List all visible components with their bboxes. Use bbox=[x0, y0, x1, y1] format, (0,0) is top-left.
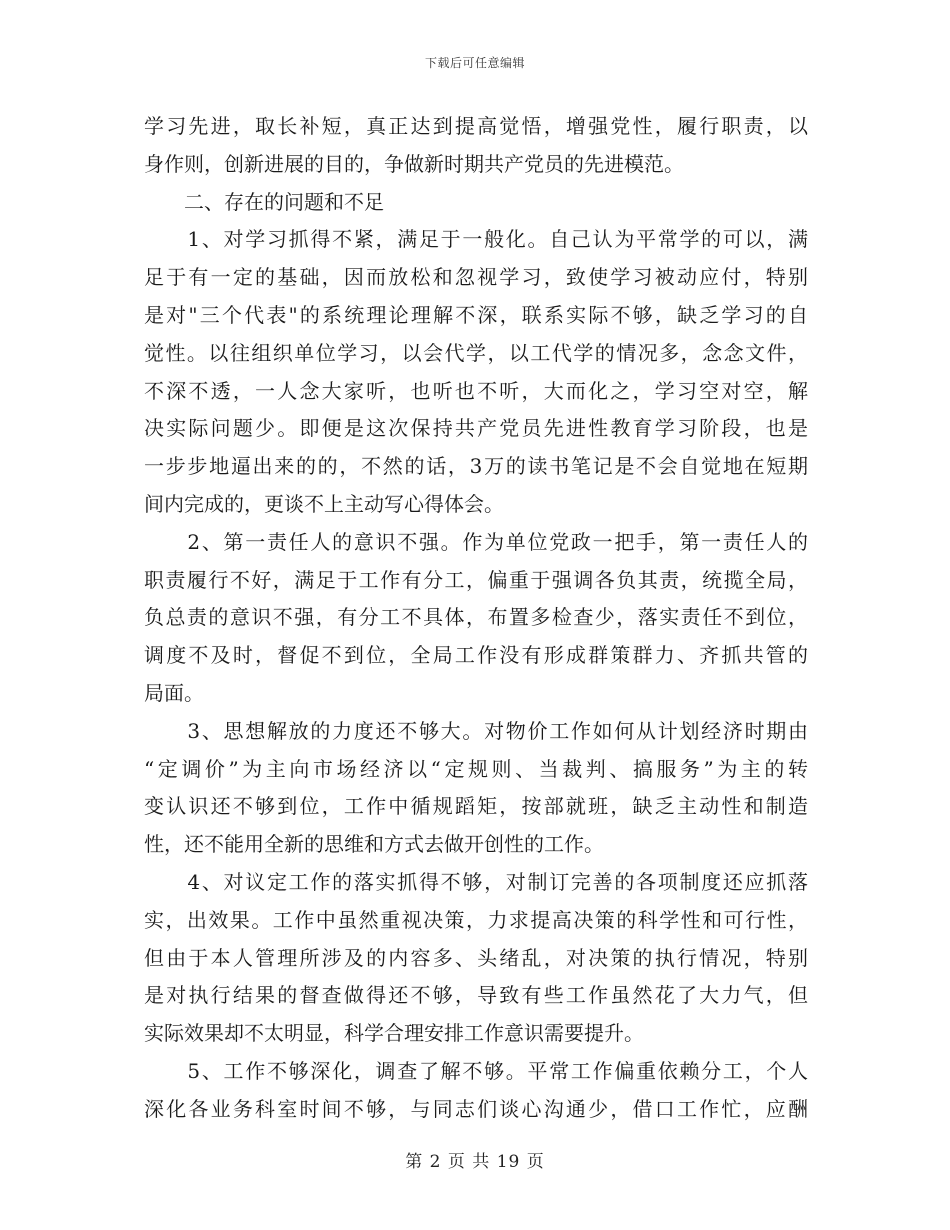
text-line: 变认识还不够到位，工作中循规蹈矩，按部就班，缺乏主动性和制造 bbox=[144, 794, 808, 819]
text-line: 4、对议定工作的落实抓得不够，对制订完善的各项制度还应抓落 bbox=[144, 869, 808, 894]
document-body bbox=[144, 108, 808, 1129]
text-line: “定调价”为主向市场经济以“定规则、当裁判、搞服务”为主的转 bbox=[144, 756, 808, 781]
text-line: 二、存在的问题和不足 bbox=[144, 189, 384, 214]
text-line: 间内完成的，更谈不上主动写心得体会。 bbox=[144, 491, 504, 516]
text-line: 身作则，创新进展的目的，争做新时期共产党员的先进模范。 bbox=[144, 151, 684, 176]
text-line: 1、对学习抓得不紧，满足于一般化。自己认为平常学的可以，满 bbox=[144, 227, 808, 252]
page-number-footer: 第 2 页 共 19 页 bbox=[405, 1152, 545, 1172]
text-line: 是对"三个代表"的系统理论理解不深，联系实际不够，缺乏学习的自 bbox=[144, 302, 808, 327]
text-line: 觉性。以往组织单位学习，以会代学，以工代学的情况多，念念文件， bbox=[144, 340, 808, 365]
text-line: 2、第一责任人的意识不强。作为单位党政一把手，第一责任人的 bbox=[144, 529, 808, 554]
text-line: 调度不及时，督促不到位，全局工作没有形成群策群力、齐抓共管的 bbox=[144, 643, 808, 668]
text-line: 职责履行不好，满足于工作有分工，偏重于强调各负其责，统揽全局， bbox=[144, 567, 808, 592]
text-line: 足于有一定的基础，因而放松和忽视学习，致使学习被动应付，特别 bbox=[144, 265, 808, 290]
text-line: 一步步地逼出来的的，不然的话，3万的读书笔记是不会自觉地在短期 bbox=[144, 454, 808, 479]
page-header-note: 下载后可任意编辑 bbox=[424, 56, 525, 70]
text-line: 局面。 bbox=[144, 680, 204, 705]
text-line: 学习先进，取长补短，真正达到提高觉悟，增强党性，履行职责，以 bbox=[144, 114, 808, 138]
text-line: 负总责的意识不强，有分工不具体，布置多检查少，落实责任不到位， bbox=[144, 605, 808, 630]
text-line: 5、工作不够深化，调查了解不够。平常工作偏重依赖分工，个人 bbox=[144, 1058, 808, 1083]
text-line: 实，出效果。工作中虽然重视决策，力求提高决策的科学性和可行性， bbox=[144, 907, 808, 932]
text-line: 深化各业务科室时间不够，与同志们谈心沟通少，借口工作忙，应酬 bbox=[144, 1096, 808, 1121]
text-line: 性，还不能用全新的思维和方式去做开创性的工作。 bbox=[144, 832, 604, 857]
text-line: 但由于本人管理所涉及的内容多、头绪乱，对决策的执行情况，特别 bbox=[144, 945, 808, 970]
text-line: 3、思想解放的力度还不够大。对物价工作如何从计划经济时期由 bbox=[144, 718, 808, 743]
text-line: 实际效果却不太明显，科学合理安排工作意识需要提升。 bbox=[144, 1021, 644, 1046]
text-line: 是对执行结果的督查做得还不够，导致有些工作虽然花了大力气，但 bbox=[144, 983, 808, 1008]
text-line: 不深不透，一人念大家听，也听也不听，大而化之，学习空对空，解 bbox=[144, 378, 808, 403]
text-line: 决实际问题少。即便是这次保持共产党员先进性教育学习阶段，也是 bbox=[144, 416, 808, 441]
